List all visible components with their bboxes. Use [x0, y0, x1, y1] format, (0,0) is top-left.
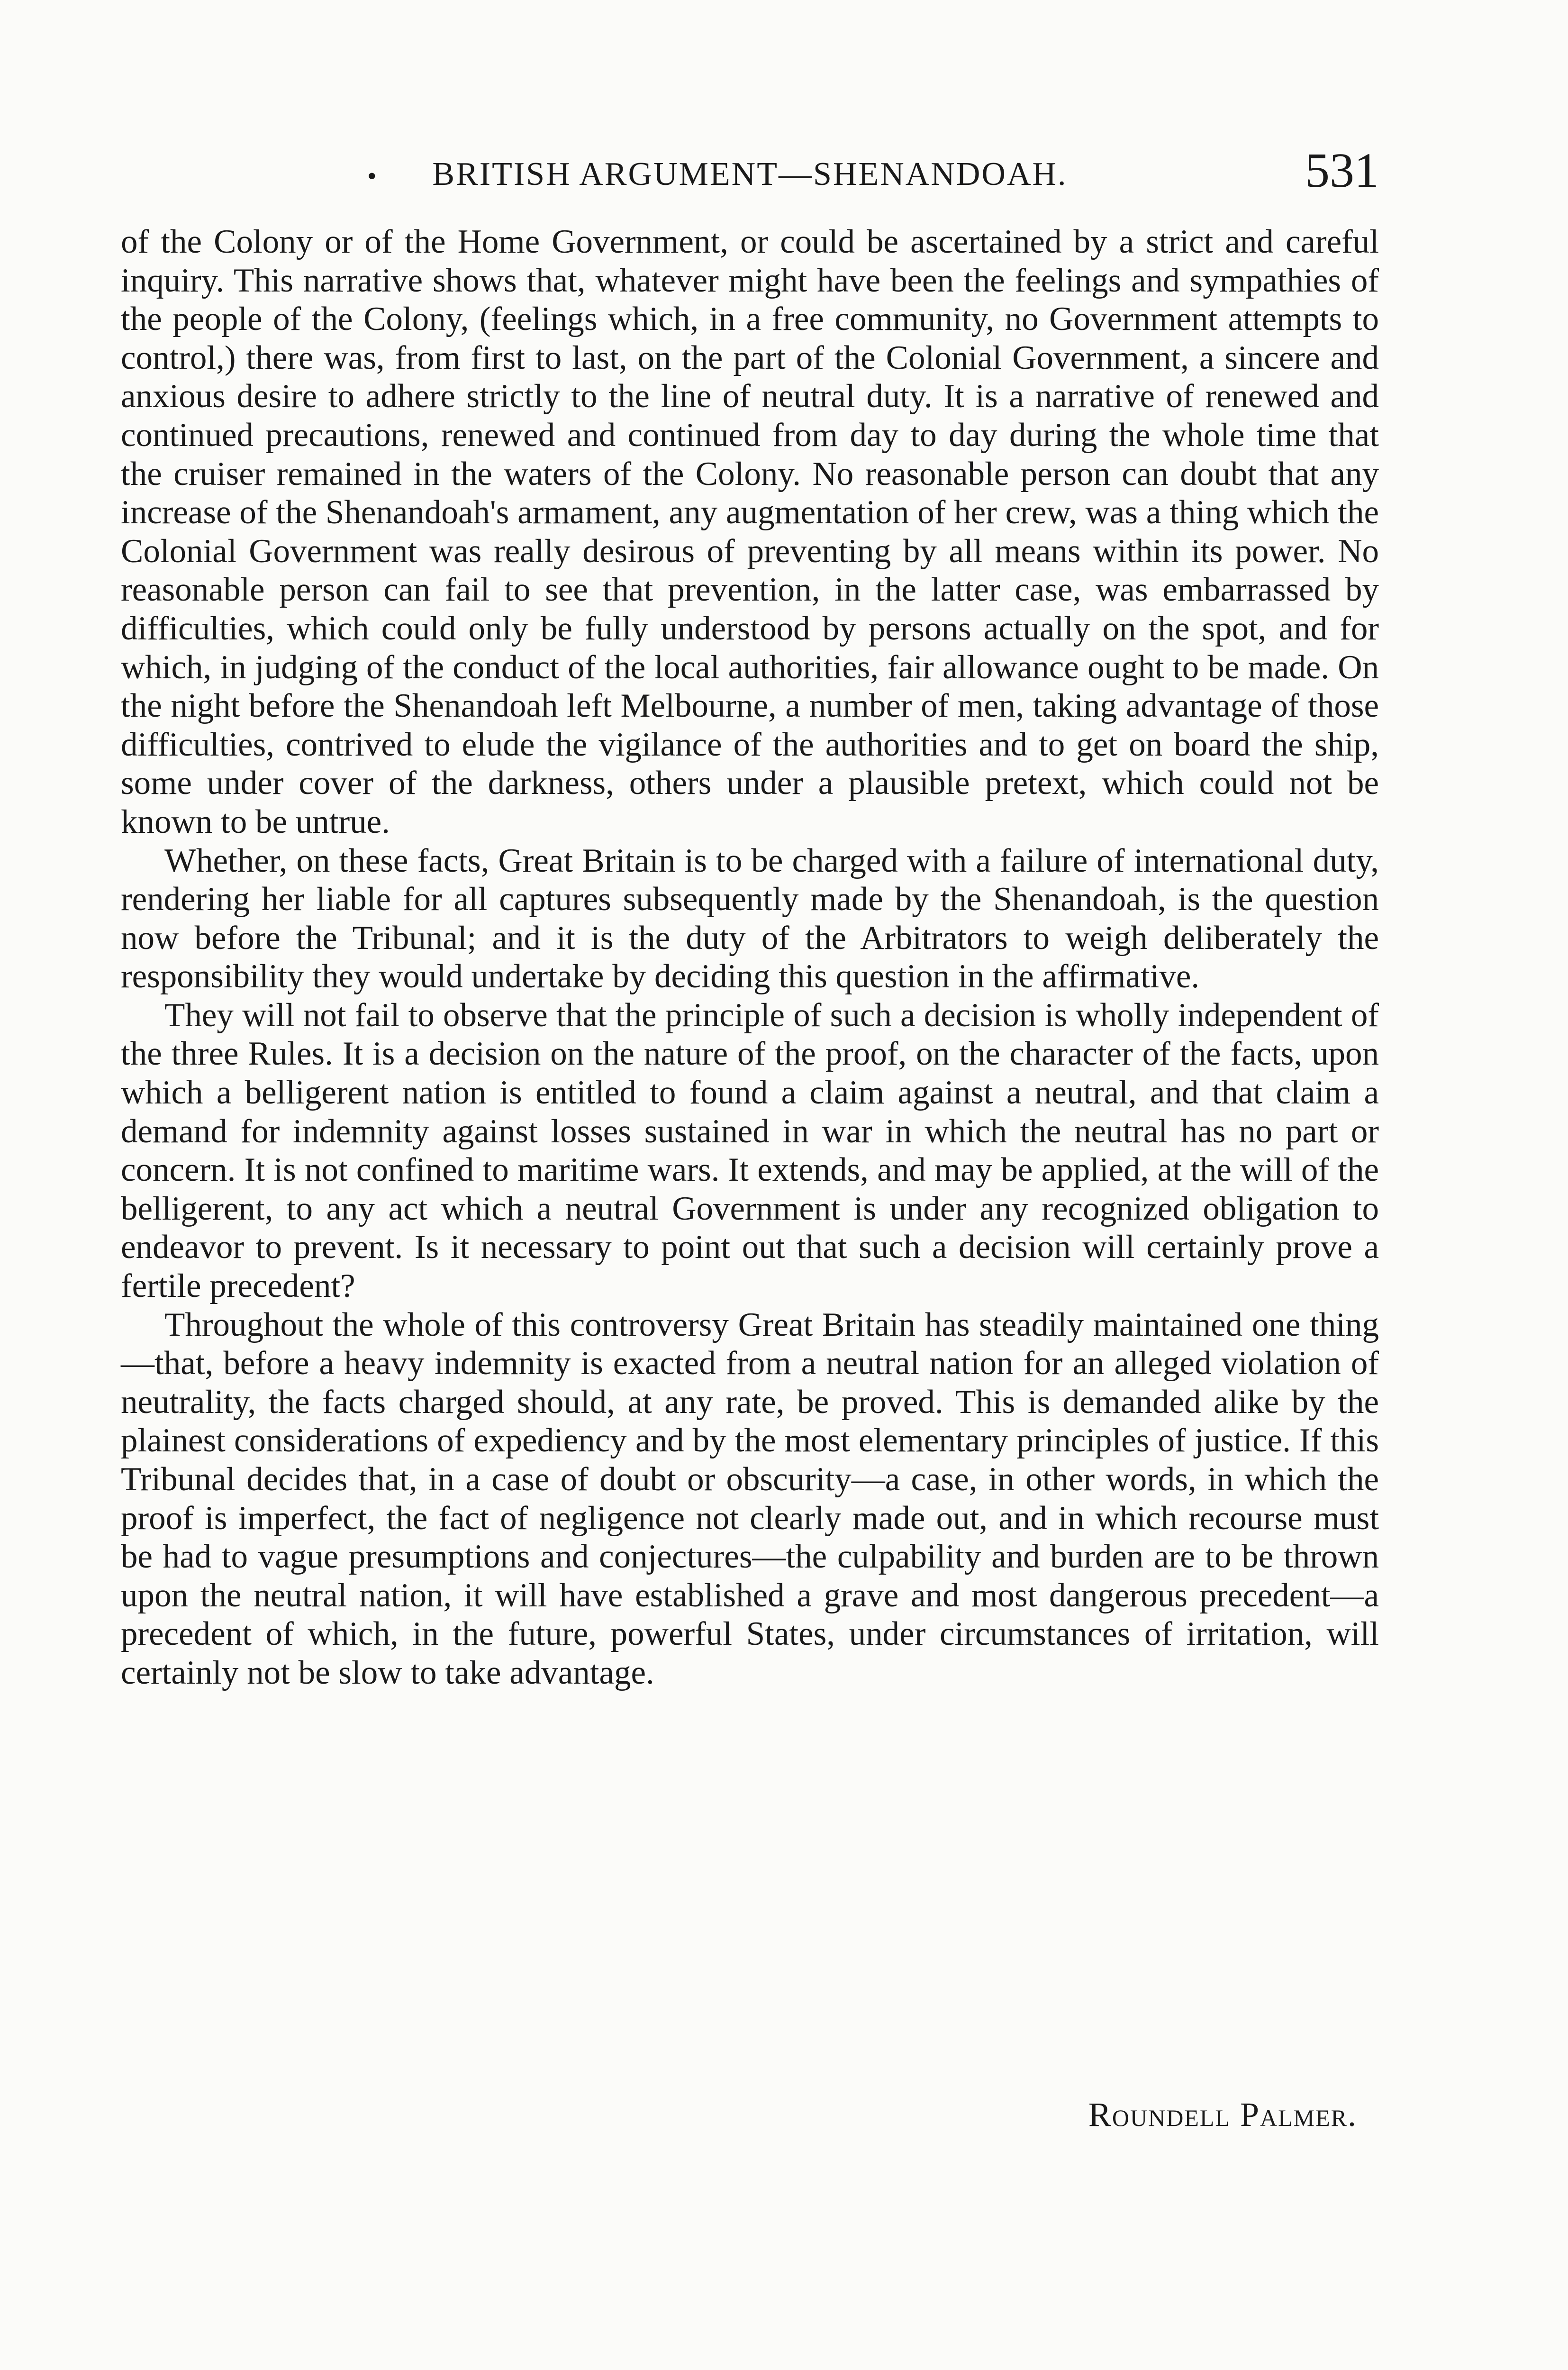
running-title: BRITISH ARGUMENT—SHENANDOAH. — [432, 156, 1068, 192]
header-bullet: • — [367, 162, 377, 191]
paragraph-1: of the Colony or of the Home Government, or could be ascertained by a strict and careful inquiry. This narrative shows that, whatever might have been the feelings and sympathies of the people of the Colony, (feelings which, in a free community, no Government attempts to control,) there was, from first to last, on the part of the Colonial Government, a sincere and anxious desire to adhere strictly to the line of neutral duty. It is a narrative of renewed and continued precautions, renewed and continued from day to day during the whole time that the cruiser remained in the waters of the Colony. No reasonable person can doubt that any increase of the Shenandoah's armament, any augmentation of her crew, was a thing which the Colonial Government was really desirous of preventing by all means within its power. No reasonable person can fail to see that prevention, in the latter case, was embarrassed by difficulties, which could only be fully understood by persons actually on the spot, and for which, in judging of the conduct of the local authorities, fair allowance ought to be made. On the night before the Shenandoah left Melbourne, a number of men, taking advantage of those difficulties, contrived to elude the vigilance of the authorities and to get on board the ship, some under cover of the darkness, others under a plausible pretext, which could not be known to be untrue. — [121, 223, 1379, 840]
page-number: 531 — [1305, 143, 1379, 198]
running-head — [121, 142, 1379, 209]
paragraph-2: Whether, on these facts, Great Britain is to be charged with a failure of international duty, rendering her liable for all captures subsequently made by the Shenandoah, is the question now before the Tribunal; and it is the duty of the Arbitrators to weigh deliberately the responsibility they would undertake by deciding this question in the affirmative. — [121, 842, 1379, 995]
paragraph-3: They will not fail to observe that the principle of such a decision is wholly independent of the three Rules. It is a decision on the nature of the proof, on the character of the facts, upon which a belligerent nation is entitled to found a claim against a neutral, and that claim a demand for indemnity against losses sustained in war in which the neutral has no part or concern. It is not confined to maritime wars. It extends, and may be applied, at the will of the belligerent, to any act which a neutral Government is under any recognized obligation to endeavor to prevent. Is it necessary to point out that such a decision will certainly prove a fertile precedent? — [121, 996, 1379, 1305]
paragraph-4: Throughout the whole of this controversy Great Britain has steadily maintained one thing—that, before a heavy indemnity is exacted from a neutral nation for an alleged violation of neutrality, the facts charged should, at any rate, be proved. This is demanded alike by the plainest considerations of expediency and by the most elementary principles of justice. If this Tribunal decides that, in a case of doubt or obscurity—a case, in other words, in which the proof is imperfect, the fact of negligence not clearly made out, and in which recourse must be had to vague presumptions and conjectures—the culpability and burden are to be thrown upon the neutral nation, it will have established a grave and most dangerous precedent—a precedent of which, in the future, powerful States, under circumstances of irritation, will certainly not be slow to take advantage. — [121, 1306, 1379, 1691]
signature: Roundell Palmer. — [1088, 2096, 1357, 2133]
body-text — [121, 223, 1379, 1693]
